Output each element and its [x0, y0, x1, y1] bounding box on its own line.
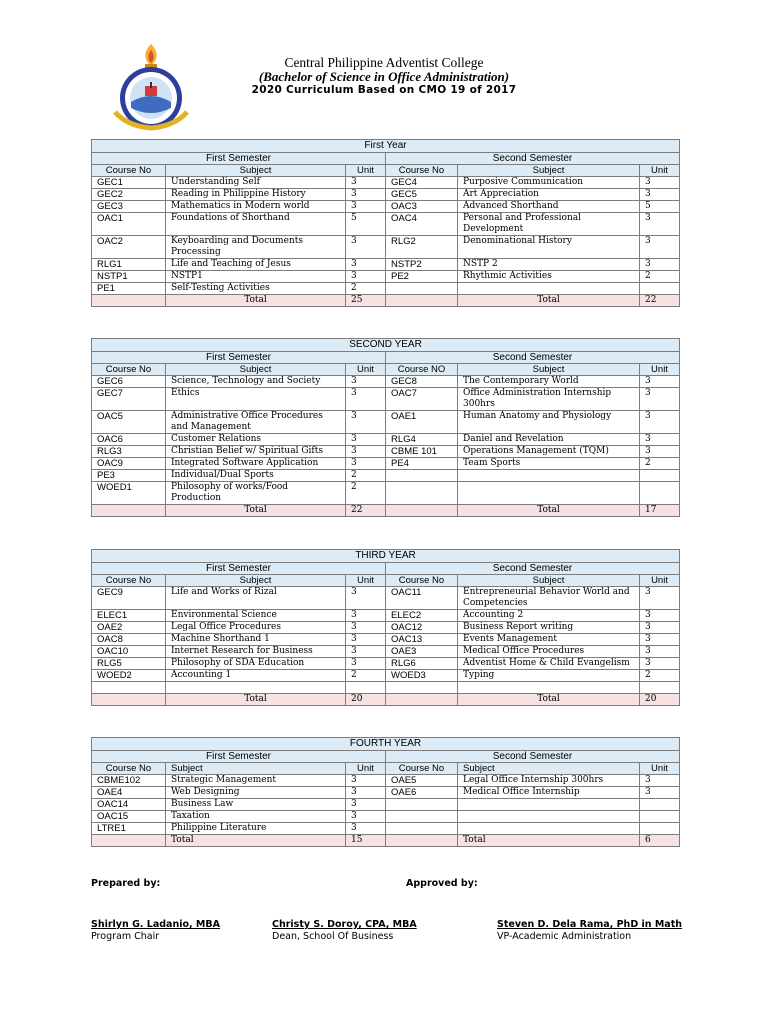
unit-value: 3 [346, 271, 386, 283]
unit-value: 3 [346, 799, 386, 811]
subject-name: Science, Technology and Society [166, 376, 346, 388]
course-no: RLG1 [92, 259, 166, 271]
course-no: ELEC2 [386, 610, 458, 622]
unit-value: 2 [346, 482, 386, 505]
table-row [92, 434, 680, 446]
table-row [92, 482, 680, 505]
course-no: OAE2 [92, 622, 166, 634]
unit-value: 3 [346, 610, 386, 622]
unit-value: 3 [346, 236, 386, 259]
subject-name: Customer Relations [166, 434, 346, 446]
subject-name: Individual/Dual Sports [166, 470, 346, 482]
total-units: 25 [346, 295, 386, 307]
column-header-subject: Subject [166, 165, 346, 177]
subject-name: Internet Research for Business [166, 646, 346, 658]
first-semester-header: First Semester [92, 352, 386, 364]
subject-name: Medical Office Procedures [458, 646, 640, 658]
unit-value [640, 283, 680, 295]
prepared-by-label: Prepared by: [91, 878, 161, 889]
subject-name: Human Anatomy and Physiology [458, 411, 640, 434]
unit-value: 3 [640, 446, 680, 458]
course-no: CBME102 [92, 775, 166, 787]
course-no: RLG4 [386, 434, 458, 446]
course-no [386, 682, 458, 694]
unit-value: 2 [640, 458, 680, 470]
course-no: GEC4 [386, 177, 458, 189]
total-units: 6 [640, 835, 680, 847]
course-no: OAC15 [92, 811, 166, 823]
unit-value: 3 [640, 376, 680, 388]
subject-name: NSTP 2 [458, 259, 640, 271]
subject-name: Denominational History [458, 236, 640, 259]
total-units: 20 [346, 694, 386, 706]
unit-value: 3 [346, 189, 386, 201]
year-title: SECOND YEAR [92, 339, 680, 352]
unit-value: 3 [640, 610, 680, 622]
curriculum-table-year-2 [91, 338, 680, 517]
unit-value: 3 [346, 658, 386, 670]
subject-name: Web Designing [166, 787, 346, 799]
unit-value: 3 [346, 177, 386, 189]
subject-name: Legal Office Internship 300hrs [458, 775, 640, 787]
unit-value: 3 [346, 587, 386, 610]
total-label: Total [458, 295, 640, 307]
second-semester-header: Second Semester [386, 352, 680, 364]
table-row [92, 670, 680, 682]
course-no: LTRE1 [92, 823, 166, 835]
unit-value: 2 [640, 271, 680, 283]
table-row [92, 634, 680, 646]
subject-name: Team Sports [458, 458, 640, 470]
subject-name: Adventist Home & Child Evangelism [458, 658, 640, 670]
course-no: GEC5 [386, 189, 458, 201]
course-no: CBME 101 [386, 446, 458, 458]
unit-value: 2 [346, 470, 386, 482]
unit-value: 3 [346, 434, 386, 446]
course-no: OAC11 [386, 587, 458, 610]
unit-value: 3 [346, 811, 386, 823]
course-no: OAE1 [386, 411, 458, 434]
subject-name: Art Appreciation [458, 189, 640, 201]
subject-name: Mathematics in Modern world [166, 201, 346, 213]
subject-name: Ethics [166, 388, 346, 411]
column-header-course-no: Course No [92, 575, 166, 587]
unit-value: 2 [640, 670, 680, 682]
table-row [92, 376, 680, 388]
subject-name: Environmental Science [166, 610, 346, 622]
total-label: Total [166, 835, 346, 847]
year-title: FOURTH YEAR [92, 738, 680, 751]
unit-value: 3 [640, 634, 680, 646]
unit-value: 3 [346, 458, 386, 470]
column-header-subject: Subject [458, 364, 640, 376]
unit-value [640, 470, 680, 482]
table-row [92, 787, 680, 799]
subject-name: Self-Testing Activities [166, 283, 346, 295]
signatory-title-2: Dean, School Of Business [272, 931, 394, 942]
table-row [92, 213, 680, 236]
table-row [92, 388, 680, 411]
course-no: OAE6 [386, 787, 458, 799]
subject-name: Taxation [166, 811, 346, 823]
total-label: Total [166, 505, 346, 517]
unit-value: 3 [640, 177, 680, 189]
subject-name: Life and Teaching of Jesus [166, 259, 346, 271]
unit-value: 3 [640, 189, 680, 201]
unit-value: 3 [640, 259, 680, 271]
course-no: RLG6 [386, 658, 458, 670]
unit-value: 3 [640, 411, 680, 434]
course-no: OAE4 [92, 787, 166, 799]
subject-name [458, 482, 640, 505]
unit-value: 3 [640, 587, 680, 610]
course-no: RLG3 [92, 446, 166, 458]
column-header-unit: Unit [640, 763, 680, 775]
course-no: OAC4 [386, 213, 458, 236]
course-no: OAC6 [92, 434, 166, 446]
unit-value: 3 [346, 411, 386, 434]
unit-value: 3 [346, 376, 386, 388]
course-no [386, 470, 458, 482]
unit-value: 3 [640, 236, 680, 259]
total-label: Total [458, 505, 640, 517]
unit-value: 3 [346, 823, 386, 835]
total-spacer [92, 835, 166, 847]
course-no: GEC3 [92, 201, 166, 213]
subject-name: Philosophy of SDA Education [166, 658, 346, 670]
unit-value: 3 [640, 658, 680, 670]
subject-name: Medical Office Internship [458, 787, 640, 799]
unit-value: 3 [640, 622, 680, 634]
course-no: OAC7 [386, 388, 458, 411]
course-no [92, 682, 166, 694]
total-units: 20 [640, 694, 680, 706]
unit-value [640, 823, 680, 835]
table-row [92, 587, 680, 610]
subject-name: Christian Belief w/ Spiritual Gifts [166, 446, 346, 458]
course-no: OAC5 [92, 411, 166, 434]
column-header-unit: Unit [346, 575, 386, 587]
unit-value: 3 [640, 646, 680, 658]
curriculum-title: 2020 Curriculum Based on CMO 19 of 2017 [251, 84, 517, 96]
first-semester-header: First Semester [92, 563, 386, 575]
column-header-course-no: Course No [92, 364, 166, 376]
subject-name [458, 799, 640, 811]
course-no: PE2 [386, 271, 458, 283]
unit-value: 5 [640, 201, 680, 213]
signatory-title-3: VP-Academic Administration [497, 931, 632, 942]
subject-name: Machine Shorthand 1 [166, 634, 346, 646]
unit-value [640, 482, 680, 505]
unit-value: 3 [346, 787, 386, 799]
course-no: WOED3 [386, 670, 458, 682]
course-no: NSTP2 [386, 259, 458, 271]
unit-value: 3 [640, 388, 680, 411]
column-header-subject: Subject [166, 763, 346, 775]
second-semester-header: Second Semester [386, 153, 680, 165]
course-no: OAE3 [386, 646, 458, 658]
course-no: GEC7 [92, 388, 166, 411]
institution-name: Central Philippine Adventist College [284, 55, 484, 70]
table-row [92, 646, 680, 658]
course-no: RLG5 [92, 658, 166, 670]
total-spacer [386, 694, 458, 706]
column-header-subject: Subject [458, 165, 640, 177]
unit-value [640, 682, 680, 694]
subject-name: Office Administration Internship 300hrs [458, 388, 640, 411]
second-semester-header: Second Semester [386, 751, 680, 763]
curriculum-table-year-1 [91, 139, 680, 307]
subject-name [458, 823, 640, 835]
total-spacer [92, 694, 166, 706]
table-row [92, 799, 680, 811]
table-row [92, 283, 680, 295]
unit-value: 3 [346, 634, 386, 646]
course-no [386, 482, 458, 505]
total-label: Total [458, 835, 640, 847]
approved-by-label: Approved by: [406, 878, 478, 889]
subject-name: Business Law [166, 799, 346, 811]
subject-name: Administrative Office Procedures and Management [166, 411, 346, 434]
total-spacer [92, 505, 166, 517]
table-row [92, 177, 680, 189]
total-units: 15 [346, 835, 386, 847]
column-header-course-no: Course No [386, 165, 458, 177]
subject-name [166, 682, 346, 694]
column-header-subject: Subject [166, 364, 346, 376]
signatory-name-3: Steven D. Dela Rama, PhD in Math [497, 919, 683, 930]
subject-name: Accounting 1 [166, 670, 346, 682]
table-row [92, 458, 680, 470]
course-no: OAC3 [386, 201, 458, 213]
subject-name: Operations Management (TQM) [458, 446, 640, 458]
total-spacer [92, 295, 166, 307]
course-no: GEC6 [92, 376, 166, 388]
second-semester-header: Second Semester [386, 563, 680, 575]
total-label: Total [458, 694, 640, 706]
subject-name: Philippine Literature [166, 823, 346, 835]
unit-value: 3 [346, 388, 386, 411]
subject-name [458, 682, 640, 694]
subject-name: Reading in Philippine History [166, 189, 346, 201]
course-no: ELEC1 [92, 610, 166, 622]
course-no: GEC8 [386, 376, 458, 388]
subject-name [458, 811, 640, 823]
unit-value: 2 [346, 670, 386, 682]
table-row [92, 189, 680, 201]
course-no [386, 823, 458, 835]
table-row [92, 236, 680, 259]
subject-name: Understanding Self [166, 177, 346, 189]
course-no: GEC1 [92, 177, 166, 189]
table-row [92, 610, 680, 622]
unit-value: 3 [346, 622, 386, 634]
year-title: THIRD YEAR [92, 550, 680, 563]
subject-name: The Contemporary World [458, 376, 640, 388]
subject-name: Typing [458, 670, 640, 682]
table-row [92, 271, 680, 283]
curriculum-table-year-3 [91, 549, 680, 706]
subject-name [458, 283, 640, 295]
unit-value: 2 [346, 283, 386, 295]
subject-name: Daniel and Revelation [458, 434, 640, 446]
column-header-unit: Unit [346, 165, 386, 177]
subject-name: Events Management [458, 634, 640, 646]
course-no: PE1 [92, 283, 166, 295]
course-no [386, 799, 458, 811]
course-no: OAC13 [386, 634, 458, 646]
table-row [92, 811, 680, 823]
unit-value: 3 [640, 787, 680, 799]
column-header-unit: Unit [346, 763, 386, 775]
course-no [386, 811, 458, 823]
total-spacer [386, 835, 458, 847]
course-no: RLG2 [386, 236, 458, 259]
unit-value: 3 [640, 775, 680, 787]
unit-value: 3 [346, 775, 386, 787]
course-no: OAC12 [386, 622, 458, 634]
signatory-name-1: Shirlyn G. Ladanio, MBA [91, 919, 220, 930]
subject-name: Purposive Communication [458, 177, 640, 189]
unit-value: 5 [346, 213, 386, 236]
subject-name: Personal and Professional Development [458, 213, 640, 236]
unit-value: 3 [346, 646, 386, 658]
course-no: OAC1 [92, 213, 166, 236]
unit-value [346, 682, 386, 694]
course-no: OAC2 [92, 236, 166, 259]
total-spacer [386, 505, 458, 517]
column-header-subject: Subject [458, 575, 640, 587]
signatory-title-1: Program Chair [91, 931, 160, 942]
program-name: (Bachelor of Science in Office Administration) [258, 69, 510, 84]
subject-name: Keyboarding and Documents Processing [166, 236, 346, 259]
column-header-course-no: Course No [386, 575, 458, 587]
unit-value: 3 [640, 434, 680, 446]
table-row [92, 201, 680, 213]
first-semester-header: First Semester [92, 153, 386, 165]
table-row [92, 775, 680, 787]
total-label: Total [166, 694, 346, 706]
subject-name: Foundations of Shorthand [166, 213, 346, 236]
first-semester-header: First Semester [92, 751, 386, 763]
total-units: 17 [640, 505, 680, 517]
course-no: PE3 [92, 470, 166, 482]
course-no: WOED2 [92, 670, 166, 682]
subject-name: Legal Office Procedures [166, 622, 346, 634]
course-no [386, 283, 458, 295]
course-no: OAE5 [386, 775, 458, 787]
unit-value: 3 [346, 446, 386, 458]
column-header-unit: Unit [640, 165, 680, 177]
total-units: 22 [346, 505, 386, 517]
column-header-unit: Unit [640, 364, 680, 376]
subject-name: Entrepreneurial Behavior World and Competencies [458, 587, 640, 610]
course-no: OAC8 [92, 634, 166, 646]
course-no: OAC14 [92, 799, 166, 811]
table-row [92, 259, 680, 271]
year-title: First Year [92, 140, 680, 153]
total-spacer [386, 295, 458, 307]
subject-name: Rhythmic Activities [458, 271, 640, 283]
subject-name: Strategic Management [166, 775, 346, 787]
unit-value [640, 811, 680, 823]
column-header-subject: Subject [458, 763, 640, 775]
column-header-subject: Subject [166, 575, 346, 587]
table-row [92, 446, 680, 458]
course-no: OAC10 [92, 646, 166, 658]
column-header-course-no: Course No [92, 165, 166, 177]
unit-value: 3 [346, 259, 386, 271]
course-no: GEC9 [92, 587, 166, 610]
subject-name [458, 470, 640, 482]
subject-name: NSTP1 [166, 271, 346, 283]
curriculum-table-year-4 [91, 737, 680, 847]
course-no: PE4 [386, 458, 458, 470]
column-header-unit: Unit [640, 575, 680, 587]
table-row [92, 682, 680, 694]
column-header-unit: Unit [346, 364, 386, 376]
course-no: NSTP1 [92, 271, 166, 283]
course-no: WOED1 [92, 482, 166, 505]
course-no: OAC9 [92, 458, 166, 470]
signatory-name-2: Christy S. Doroy, CPA, MBA [272, 919, 417, 930]
subject-name: Integrated Software Application [166, 458, 346, 470]
subject-name: Life and Works of Rizal [166, 587, 346, 610]
unit-value: 3 [346, 201, 386, 213]
table-row [92, 658, 680, 670]
total-units: 22 [640, 295, 680, 307]
subject-name: Accounting 2 [458, 610, 640, 622]
subject-name: Advanced Shorthand [458, 201, 640, 213]
table-row [92, 470, 680, 482]
table-row [92, 411, 680, 434]
subject-name: Philosophy of works/Food Production [166, 482, 346, 505]
table-row [92, 823, 680, 835]
unit-value: 3 [640, 213, 680, 236]
column-header-course-no: Course No [92, 763, 166, 775]
table-row [92, 622, 680, 634]
column-header-course-no: Course NO [386, 364, 458, 376]
total-label: Total [166, 295, 346, 307]
unit-value [640, 799, 680, 811]
column-header-course-no: Course No [386, 763, 458, 775]
subject-name: Business Report writing [458, 622, 640, 634]
course-no: GEC2 [92, 189, 166, 201]
